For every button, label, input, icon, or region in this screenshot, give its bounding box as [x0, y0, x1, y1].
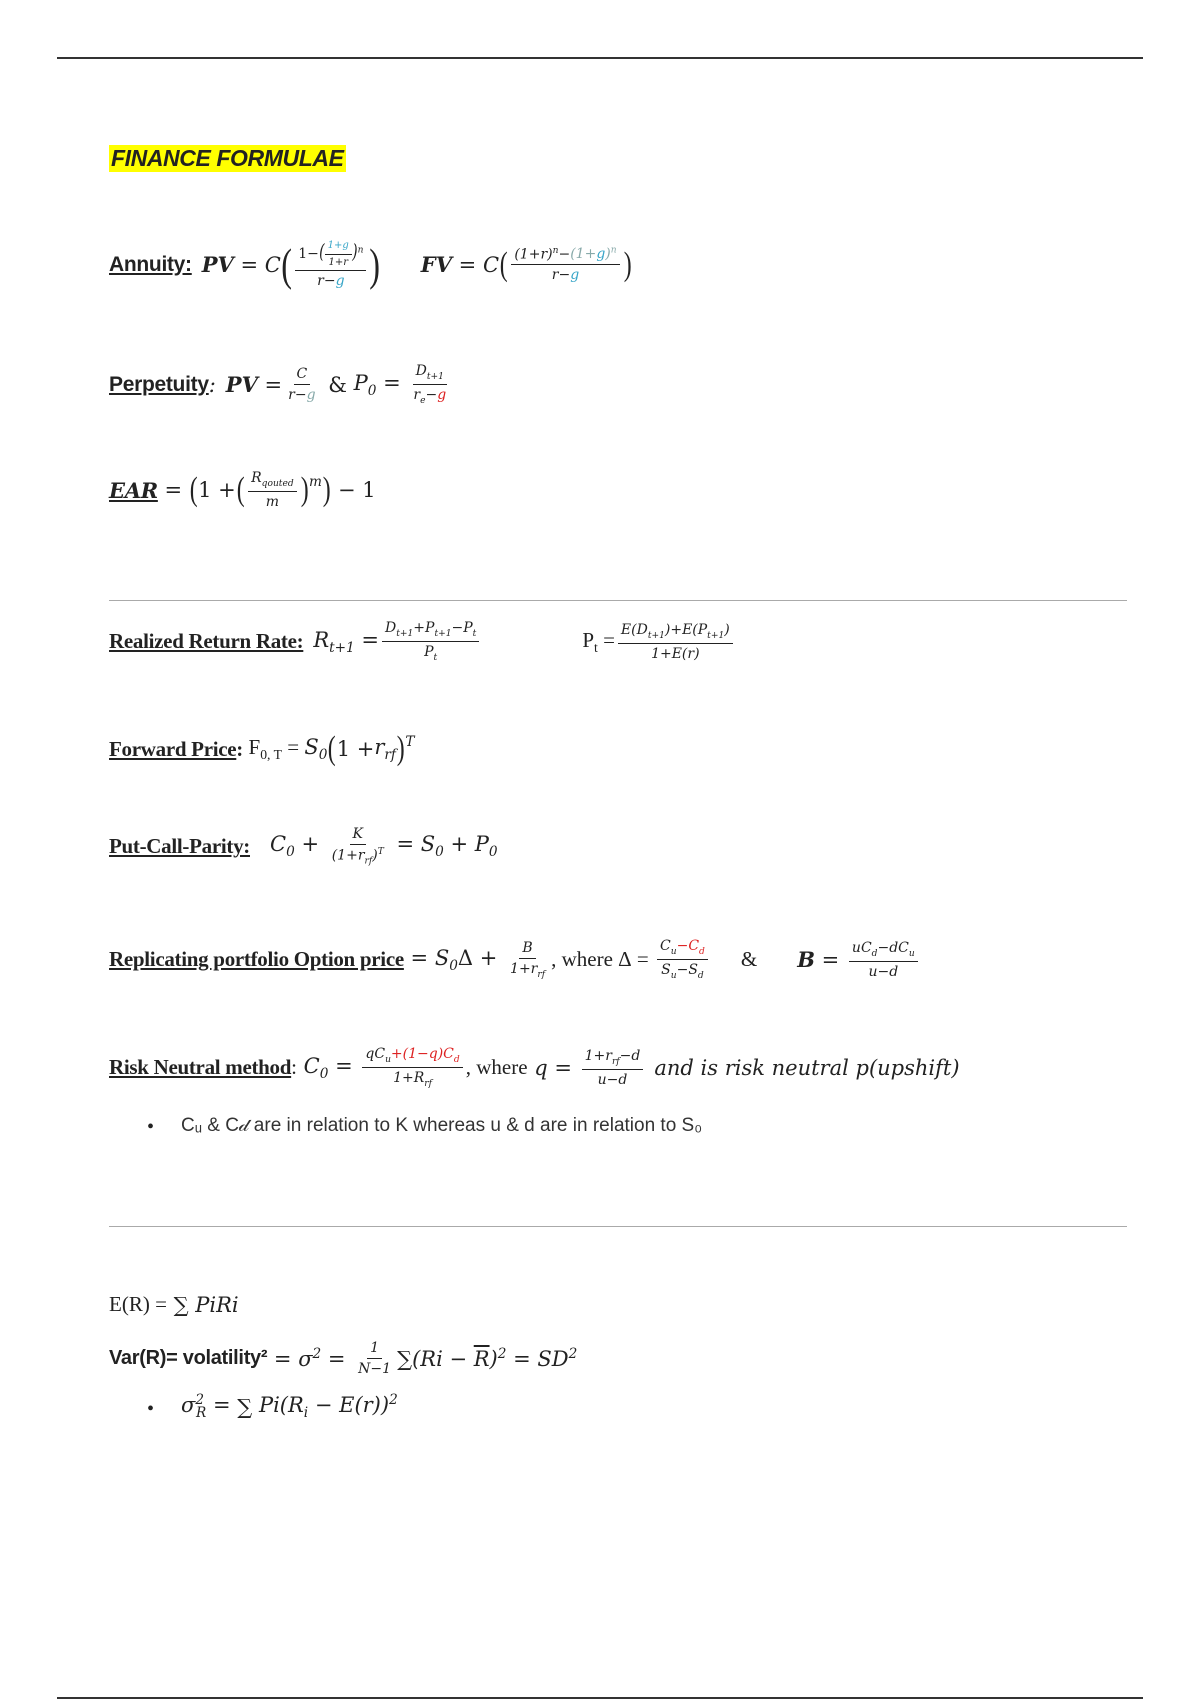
variance-label: Var(R)= volatility² [109, 1347, 268, 1370]
risk-neutral-colon: : [291, 1055, 297, 1080]
expected-return-lhs: E(R) = [109, 1292, 167, 1316]
ear-label: EAR [109, 477, 158, 503]
perpetuity-pv-fraction: $\frac{C}{r-g}$ [288, 366, 316, 404]
put-call-parity-fraction: $\frac{K}{(1+r_{rf})^T}$ [331, 826, 384, 867]
delta-fraction: $\frac{C_u-C_d}{S_u-S_d}$ [657, 938, 708, 982]
risk-neutral-tail: and is risk neutral p(upshift) [654, 1055, 960, 1080]
perpetuity-price-fraction: $\frac{D_{t+1}}{r_e-g}$ [413, 363, 447, 407]
q-fraction: $\frac{1+r_{rf}-d}{u-d}$ [582, 1048, 644, 1088]
population-variance-formula: $\sigma^2_R$ = ∑ $Pi(R_i - E(r))^2$ [181, 1392, 398, 1422]
perpetuity-colon: : [208, 372, 216, 397]
annuity-fv-fraction: $\frac{(1+r)^n-(1+g)^n}{r-g}$ [511, 246, 619, 284]
top-rule [57, 57, 1143, 59]
note-text: Cᵤ & C𝒹 are in relation to K whereas u & d are in relation to S₀ [181, 1115, 703, 1136]
realized-return-label: Realized Return Rate: [109, 629, 304, 654]
variance-formula: Var(R)= volatility² = $\sigma^2$ = $\frac{1}{N-1}$ ∑ $(Ri - \overline{R})^2 = SD^2$ [109, 1340, 578, 1378]
risk-neutral-fraction: $\frac{qC_u+(1-q)C_d}{1+R_{rf}}$ [362, 1046, 462, 1090]
annuity-label: Annuity: [109, 252, 192, 276]
annuity-formula: Annuity: PV = C ( 1−( $\frac{1+g}{1+r}$ )$^n$ r−g ) FV = C ( $\frac{(1+r)^n-(1+g)^n}{r-g}$ ) [109, 238, 632, 290]
section-divider-2 [109, 1226, 1127, 1227]
forward-price-colon: : [236, 736, 244, 761]
b-fraction: $\frac{uC_d-dC_u}{u-d}$ [849, 940, 918, 980]
realized-return-formula: Realized Return Rate: $R_{t+1}$ = $\frac{D_{t+1}+P_{t+1}-P_t}{P_t}$ $P_t$ = $\frac{E(D_{t+1})+E(P_{t+1})}{1+E(r)}$ [109, 620, 736, 664]
put-call-parity-label: Put-Call-Parity: [109, 834, 250, 858]
page-title: FINANCE FORMULAE [111, 145, 344, 171]
ear-fraction: $\frac{R_{qouted}}{m}$ [248, 470, 297, 510]
risk-neutral-where: , where [465, 1055, 528, 1080]
perpetuity-label: Perpetuity [109, 372, 209, 396]
note-bullet-icon: • [147, 1116, 155, 1138]
ear-formula: EAR = ( 1 + ( $\frac{R_{qouted}}{m}$ ) $^m$ ) − 1 [109, 470, 376, 511]
realized-return-fraction: $\frac{D_{t+1}+P_{t+1}-P_t}{P_t}$ [382, 620, 479, 664]
forward-price-formula: Forward Price : $F_{0, T}$ = $S_0$ ( 1 + $r_{rf}$ ) $^T$ [109, 730, 415, 767]
put-call-parity-formula: Put-Call-Parity: $C_0$ + $\frac{K}{(1+r_{rf})^T}$ = $S_0 + P_0$ [109, 826, 498, 867]
variance-fraction: $\frac{1}{N-1}$ [358, 1340, 392, 1378]
replicating-where: , where [551, 947, 613, 972]
annuity-fv-symbol: FV [420, 252, 452, 278]
expected-return-formula: E(R) = ∑ PiRi [109, 1292, 239, 1317]
replicating-portfolio-label: Replicating portfolio Option price [109, 947, 404, 972]
risk-neutral-formula: Risk Neutral method : $C_0$ = $\frac{qC_u+(1-q)C_d}{1+R_{rf}}$ , where q = $\frac{1+r_{rf}-d}{u-d}$ and is risk neutral p(upshift) [109, 1046, 960, 1090]
perpetuity-pv-symbol: PV [225, 372, 258, 398]
price-expectation-fraction: $\frac{E(D_{t+1})+E(P_{t+1})}{1+E(r)}$ [618, 622, 733, 662]
replicating-b-fraction: $\frac{B}{1+r_{rf}}$ [510, 939, 546, 980]
annuity-pv-symbol: PV [201, 252, 234, 278]
bottom-rule [57, 1697, 1143, 1699]
page-title-row [109, 145, 346, 172]
variance-bullet-icon: • [147, 1398, 155, 1420]
replicating-amp: & [740, 947, 758, 972]
replicating-portfolio-formula: Replicating portfolio Option price = $S_0\Delta$ + $\frac{B}{1+r_{rf}}$ , where Δ = $\frac{C_u-C_d}{S_u-S_d}$ & B = $\frac{uC_d-dC_u}{u-d}$ [109, 938, 921, 982]
section-divider-1 [109, 600, 1127, 601]
perpetuity-formula: Perpetuity : PV = $\frac{C}{r-g}$ & $P_0$ = $\frac{D_{t+1}}{r_e-g}$ [109, 363, 452, 407]
risk-neutral-label: Risk Neutral method [109, 1055, 292, 1080]
forward-price-label: Forward Price [109, 736, 237, 761]
annuity-pv-fraction: 1−( $\frac{1+g}{1+r}$ )$^n$ r−g [295, 240, 366, 289]
